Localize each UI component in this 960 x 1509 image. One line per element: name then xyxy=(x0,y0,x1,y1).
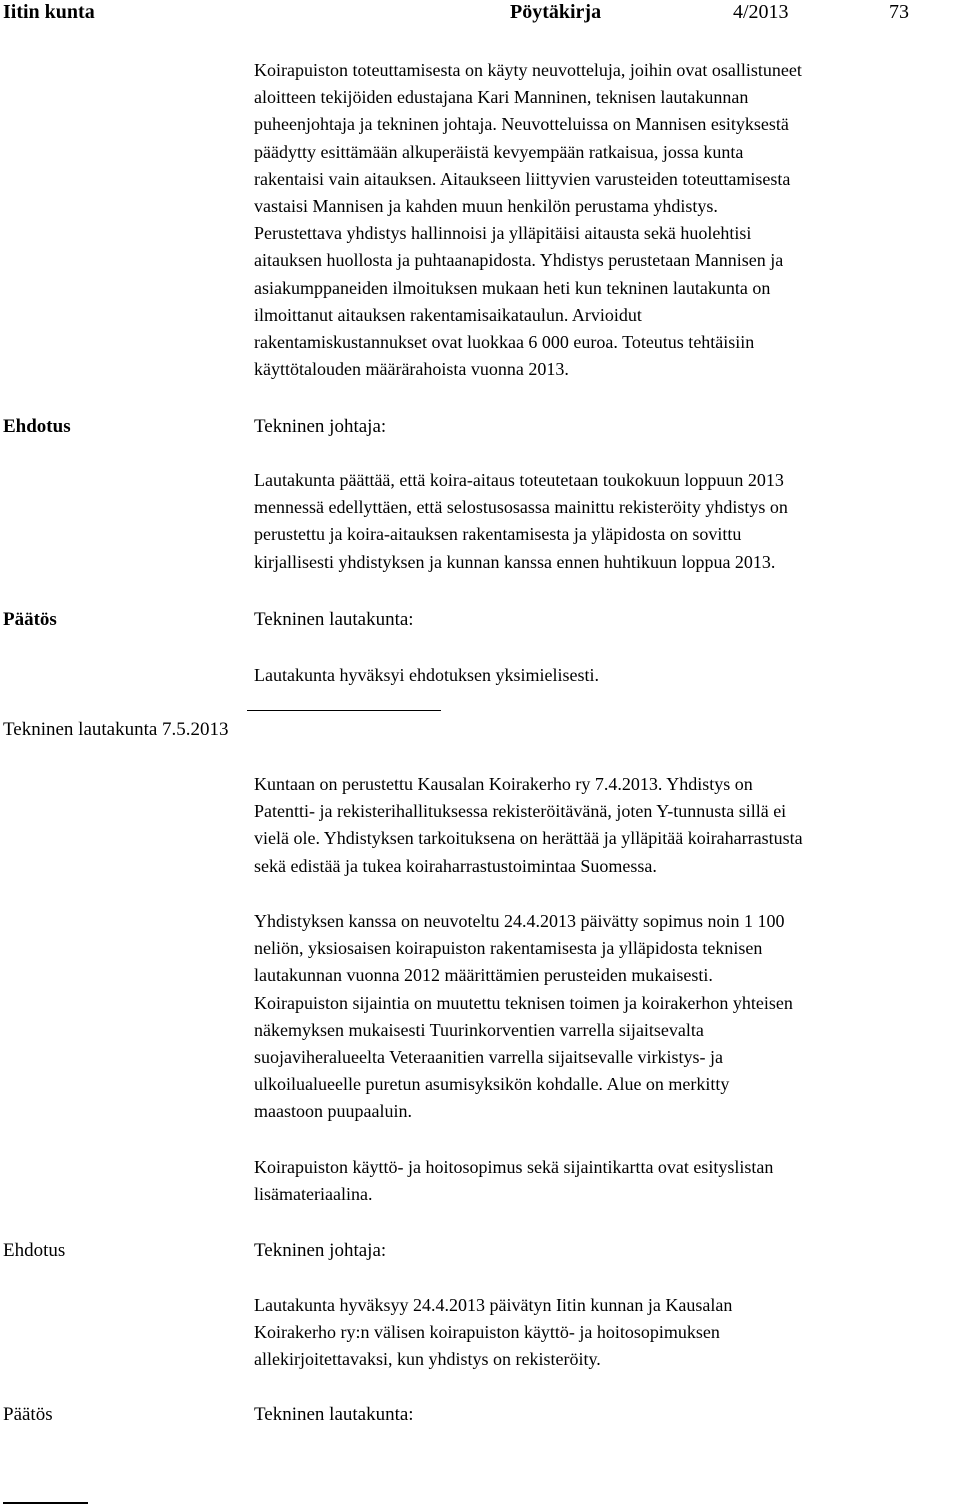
text-line: puheenjohtaja ja tekninen johtaja. Neuvotteluissa on Mannisen esityksestä xyxy=(254,114,789,135)
text-line: rakentamiskustannukset ovat luokkaa 6 000 euroa. Toteutus tehtäisiin xyxy=(254,332,755,353)
text-line: Lautakunta päättää, että koira-aitaus toteutetaan toukokuun loppuun 2013 xyxy=(254,470,784,490)
footer-divider-line xyxy=(3,1502,88,1504)
text-line: lisämateriaalina. xyxy=(254,1184,373,1205)
text-line: Lautakunta hyväksyi ehdotuksen yksimielisesti. xyxy=(254,665,599,685)
text-line: vastaisi Mannisen ja kahden muun henkilön perustama yhdistys. xyxy=(254,196,718,217)
meeting-label: Tekninen lautakunta 7.5.2013 xyxy=(3,719,229,740)
text-line: kirjallisesti yhdistyksen ja kunnan kanssa ennen huhtikuun loppua 2013. xyxy=(254,551,776,572)
header-page-number: 73 xyxy=(889,1,909,23)
text-line: Yhdistyksen kanssa on neuvoteltu 24.4.2013 päivätty sopimus noin 1 100 xyxy=(254,911,785,931)
paatos-label: Päätös xyxy=(3,609,57,630)
text-line: suojaviheralueelta Veteraanitien varrella sijaitsevalle virkistys- ja xyxy=(254,1047,723,1068)
text-line: maastoon puupaaluin. xyxy=(254,1101,412,1122)
text-line: mennessä edellyttäen, että selostusosassa mainittu rekisteröity yhdistys on xyxy=(254,497,788,518)
paatos-speaker-2: Tekninen lautakunta: xyxy=(254,1404,414,1425)
text-line: päädytty esittämään alkuperäistä kevyempään ratkaisua, jossa kunta xyxy=(254,141,744,162)
ehdotus-text xyxy=(254,467,960,576)
text-line: Kuntaan on perustettu Kausalan Koirakerho ry 7.4.2013. Yhdistys on xyxy=(254,774,753,794)
ehdotus-label: Ehdotus xyxy=(3,416,71,437)
header-municipality: Iitin kunta xyxy=(3,1,95,23)
text-line: aitauksen huollosta ja puhtaanapidosta. Yhdistys perustetaan Mannisen ja xyxy=(254,250,784,271)
ehdotus-label-2: Ehdotus xyxy=(3,1240,66,1261)
text-line: neliön, yksiosaisen koirapuiston rakentamisesta ja ylläpidosta teknisen xyxy=(254,938,763,959)
ehdotus-speaker-2: Tekninen johtaja: xyxy=(254,1240,387,1261)
header-doc-type: Pöytäkirja xyxy=(510,1,602,23)
ehdotus-speaker: Tekninen johtaja: xyxy=(254,416,387,437)
paatos-speaker: Tekninen lautakunta: xyxy=(254,609,414,630)
text-line: Koirapuiston käyttö- ja hoitosopimus sekä sijaintikartta ovat esityslistan xyxy=(254,1157,774,1177)
text-line: Koirakerho ry:n välisen koirapuiston käyttö- ja hoitosopimuksen xyxy=(254,1322,720,1343)
text-line: Perustettava yhdistys hallinnoisi ja ylläpitäisi aitausta sekä huolehtisi xyxy=(254,223,752,244)
text-line: Koirapuiston sijaintia on muutettu teknisen toimen ja koirakerhon yhteisen xyxy=(254,992,793,1013)
text-line: Koirapuiston toteuttamisesta on käyty neuvotteluja, joihin ovat osallistuneet xyxy=(254,60,802,80)
paatos-text xyxy=(254,662,960,689)
text-line: käyttötalouden määrärahoista vuonna 2013. xyxy=(254,359,569,380)
text-line: lautakunnan vuonna 2012 määrittämien perusteiden mukaisesti. xyxy=(254,965,713,986)
background-paragraph-1 xyxy=(254,771,960,880)
intro-paragraph xyxy=(254,57,960,383)
divider-line xyxy=(247,710,441,711)
background-paragraph-3 xyxy=(254,1154,960,1208)
text-line: ulkoilualueelle puretun asumisyksikön kohdalle. Alue on merkitty xyxy=(254,1074,730,1095)
text-line: allekirjoitettavaksi, kun yhdistys on rekisteröity. xyxy=(254,1349,601,1370)
text-line: Lautakunta hyväksyy 24.4.2013 päivätyn Iitin kunnan ja Kausalan xyxy=(254,1295,733,1315)
header-issue: 4/2013 xyxy=(733,1,789,23)
background-paragraph-2 xyxy=(254,908,960,1126)
text-line: asiakumppaneiden ilmoituksen mukaan heti kun tekninen lautakunta on xyxy=(254,277,771,298)
ehdotus-text-2 xyxy=(254,1292,960,1374)
text-line: ilmoittanut aitauksen rakentamisaikataulun. Arvioidut xyxy=(254,304,642,325)
text-line: näkemyksen mukaisesti Tuurinkorventien varrella sijaitsevalta xyxy=(254,1019,704,1040)
paatos-label-2: Päätös xyxy=(3,1404,53,1425)
text-line: Patentti- ja rekisterihallituksessa rekisteröitävänä, joten Y-tunnusta sillä ei xyxy=(254,801,787,822)
text-line: vielä ole. Yhdistyksen tarkoituksena on herättää ja ylläpitää koiraharrastusta xyxy=(254,828,803,849)
text-line: aloitteen tekijöiden edustajana Kari Manninen, teknisen lautakunnan xyxy=(254,87,749,108)
text-line: sekä edistää ja tukea koiraharrastustoimintaa Suomessa. xyxy=(254,855,657,876)
text-line: rakentaisi vain aitauksen. Aitaukseen liittyvien varusteiden toteuttamisesta xyxy=(254,168,791,189)
text-line: perustettu ja koira-aitauksen rakentamisesta ja yläpidosta on sovittu xyxy=(254,524,742,545)
